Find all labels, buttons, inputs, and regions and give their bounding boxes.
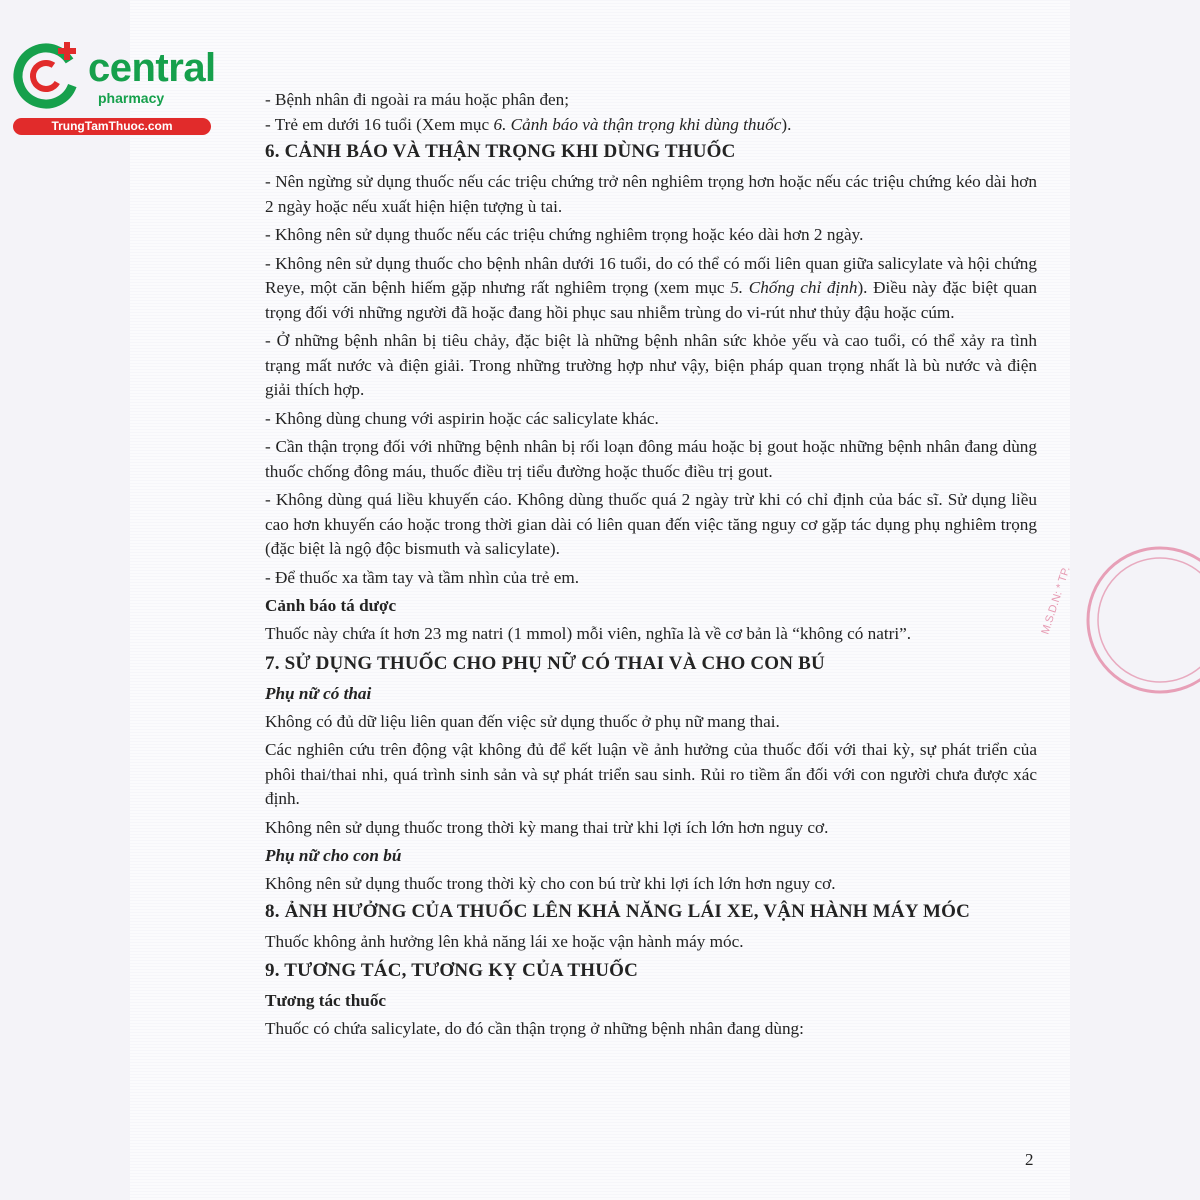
brand-subtitle: pharmacy (98, 90, 165, 106)
section-reference: 6. Cảnh báo và thận trọng khi dùng thuốc (493, 114, 782, 134)
paragraph: - Không nên sử dụng thuốc nếu các triệu chứng nghiêm trọng hoặc kéo dài hơn 2 ngày. (265, 225, 864, 244)
subheading: Tương tác thuốc (265, 991, 387, 1010)
subheading: Phụ nữ cho con bú (265, 846, 402, 865)
central-pharmacy-logo[interactable] (10, 38, 215, 138)
document-body (265, 88, 1037, 1046)
brand-url[interactable]: TrungTamThuoc.com (13, 118, 211, 135)
paragraph: Không nên sử dụng thuốc trong thời kỳ cho con bú trừ khi lợi ích lớn hơn nguy cơ. (265, 874, 836, 893)
brand-name: central (88, 46, 216, 90)
paragraph: Không nên sử dụng thuốc trong thời kỳ mang thai trừ khi lợi ích lớn hơn nguy cơ. (265, 817, 829, 837)
official-stamp (1030, 540, 1200, 700)
paragraph: - Không dùng quá liều khuyến cáo. Không dùng thuốc quá 2 ngày trừ khi có chỉ định của bác sĩ. Sử dụng liều cao hơn khuyến cáo hoặc trong thời gian dài có liên quan đến việc tăng nguy cơ gặp tác dụng phụ nghiêm trọng (đặc biệt là ngộ độc bismuth và salicylate). (265, 490, 1037, 558)
section-heading-8: 8. ẢNH HƯỞNG CỦA THUỐC LÊN KHẢ NĂNG LÁI XE, VẬN HÀNH MÁY MÓC (265, 900, 970, 922)
paragraph: Thuốc này chứa ít hơn 23 mg natri (1 mmol) mỗi viên, nghĩa là về cơ bản là “không có natri”. (265, 624, 912, 643)
subheading: Cảnh báo tá dược (265, 596, 397, 615)
section-heading-9: 9. TƯƠNG TÁC, TƯƠNG KỴ CỦA THUỐC (265, 960, 639, 981)
paragraph: - Cần thận trọng đối với những bệnh nhân bị rối loạn đông máu hoặc bị gout hoặc những bệnh nhân đang dùng thuốc chống đông máu, thuốc điều trị tiểu đường hoặc thuốc điều trị gout. (265, 437, 1037, 481)
section-heading-6: 6. CẢNH BÁO VÀ THẬN TRỌNG KHI DÙNG THUỐC (265, 141, 736, 162)
paragraph: Thuốc có chứa salicylate, do đó cần thận trọng ở những bệnh nhân đang dùng: (265, 1019, 804, 1038)
paragraph: - Ở những bệnh nhân bị tiêu chảy, đặc biệt là những bệnh nhân sức khỏe yếu và cao tuổi, có thể xảy ra tình trạng mất nước và điện giải. Trong những trường hợp như vậy, biện pháp quan trọng nhất là bù nước và điện giải thích hợp. (265, 331, 1037, 399)
paragraph: - Trẻ em dưới 16 tuổi (Xem mục 6. Cảnh báo và thận trọng khi dùng thuốc). (265, 114, 792, 134)
stamp-text: M.S.D.N: * TP. (1039, 565, 1073, 636)
paragraph: - Để thuốc xa tầm tay và tầm nhìn của trẻ em. (265, 567, 580, 587)
section-reference: 5. Chống chỉ định (730, 278, 858, 297)
paragraph: - Không dùng chung với aspirin hoặc các salicylate khác. (265, 408, 659, 428)
subheading: Phụ nữ có thai (265, 683, 372, 703)
pharmacy-cross-icon (10, 38, 90, 116)
paragraph: - Nên ngừng sử dụng thuốc nếu các triệu chứng trở nên nghiêm trọng hơn hoặc nếu các triệu chứng kéo dài hơn 2 ngày hoặc nếu xuất hiện hiện tượng ù tai. (265, 172, 1037, 216)
paragraph: - Không nên sử dụng thuốc cho bệnh nhân dưới 16 tuổi, do có thể có mối liên quan giữa salicylate và hội chứng Reye, một căn bệnh hiếm gặp nhưng rất nghiêm trọng (xem mục 5. Chống chỉ định). Điều này đặc biệt quan trọng đối với những người đã hoặc đang hồi phục sau nhiễm trùng do vi-rút như thủy đậu hoặc cúm. (265, 253, 1037, 322)
paragraph: Các nghiên cứu trên động vật không đủ để kết luận về ảnh hưởng của thuốc đối với thai kỳ, sự phát triển của phôi thai/thai nhi, quá trình sinh sản và sự phát triển sau sinh. Rủi ro tiềm ẩn đối với con người chưa được xác định. (265, 740, 1037, 808)
page-number: 2 (1025, 1150, 1034, 1169)
paragraph: - Bệnh nhân đi ngoài ra máu hoặc phân đen; (265, 90, 570, 109)
section-heading-7: 7. SỬ DỤNG THUỐC CHO PHỤ NỮ CÓ THAI VÀ CHO CON BÚ (265, 652, 825, 674)
paragraph: Thuốc không ảnh hưởng lên khả năng lái xe hoặc vận hành máy móc. (265, 931, 744, 951)
paragraph: Không có đủ dữ liệu liên quan đến việc sử dụng thuốc ở phụ nữ mang thai. (265, 711, 780, 731)
